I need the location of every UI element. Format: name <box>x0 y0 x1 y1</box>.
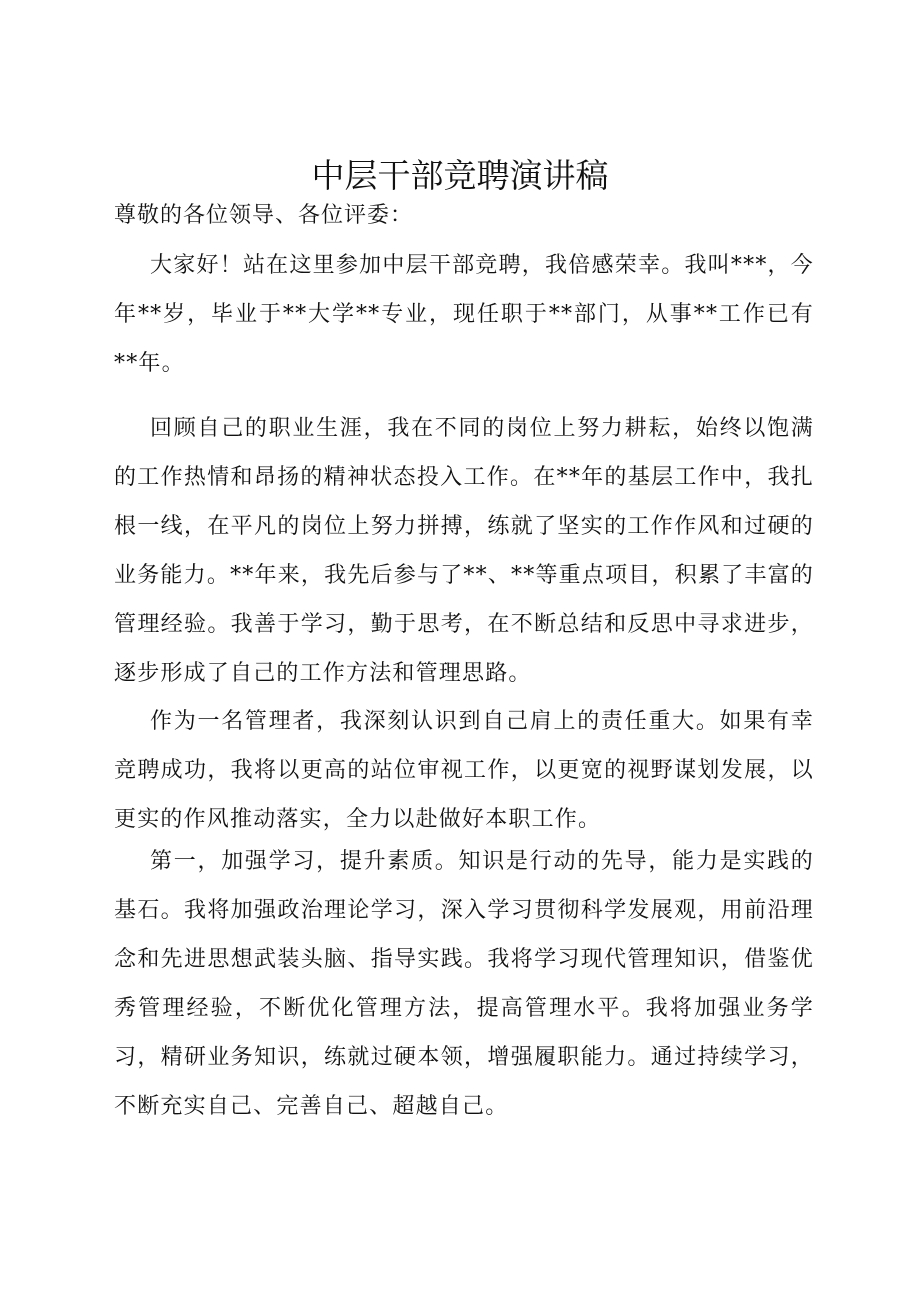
paragraph-point-one: 第一，加强学习，提升素质。知识是行动的先导，能力是实践的基石。我将加强政治理论学习，深入学习贯彻科学发展观，用前沿理念和先进思想武装头脑、指导实践。我将学习现代管理知识，借鉴优秀管理经验，不断优化管理方法，提高管理水平。我将加强业务学习，精研业务知识，练就过硬本领，增强履职能力。通过持续学习，不断充实自己、完善自己、超越自己。 <box>114 849 814 1119</box>
paragraph-career-review: 回顾自己的职业生涯，我在不同的岗位上努力耕耘，始终以饱满的工作热情和昂扬的精神状态投入工作。在**年的基层工作中，我扎根一线，在平凡的岗位上努力拼搏，练就了坚实的工作作风和过硬的业务能力。**年来，我先后参与了**、**等重点项目，积累了丰富的管理经验。我善于学习，勤于思考，在不断总结和反思中寻求进步，逐步形成了自己的工作方法和管理思路。 <box>114 416 814 686</box>
document-title: 中层干部竞聘演讲稿 <box>311 156 609 195</box>
salutation: 尊敬的各位领导、各位评委： <box>114 203 414 228</box>
paragraph-responsibility: 作为一名管理者，我深刻认识到自己肩上的责任重大。如果有幸竞聘成功，我将以更高的站位审视工作，以更宽的视野谋划发展，以更实的作风推动落实，全力以赴做好本职工作。 <box>114 709 814 832</box>
paragraph-introduction: 大家好！站在这里参加中层干部竞聘，我倍感荣幸。我叫***，今年**岁，毕业于**大学**专业，现任职于**部门，从事**工作已有**年。 <box>114 253 814 376</box>
